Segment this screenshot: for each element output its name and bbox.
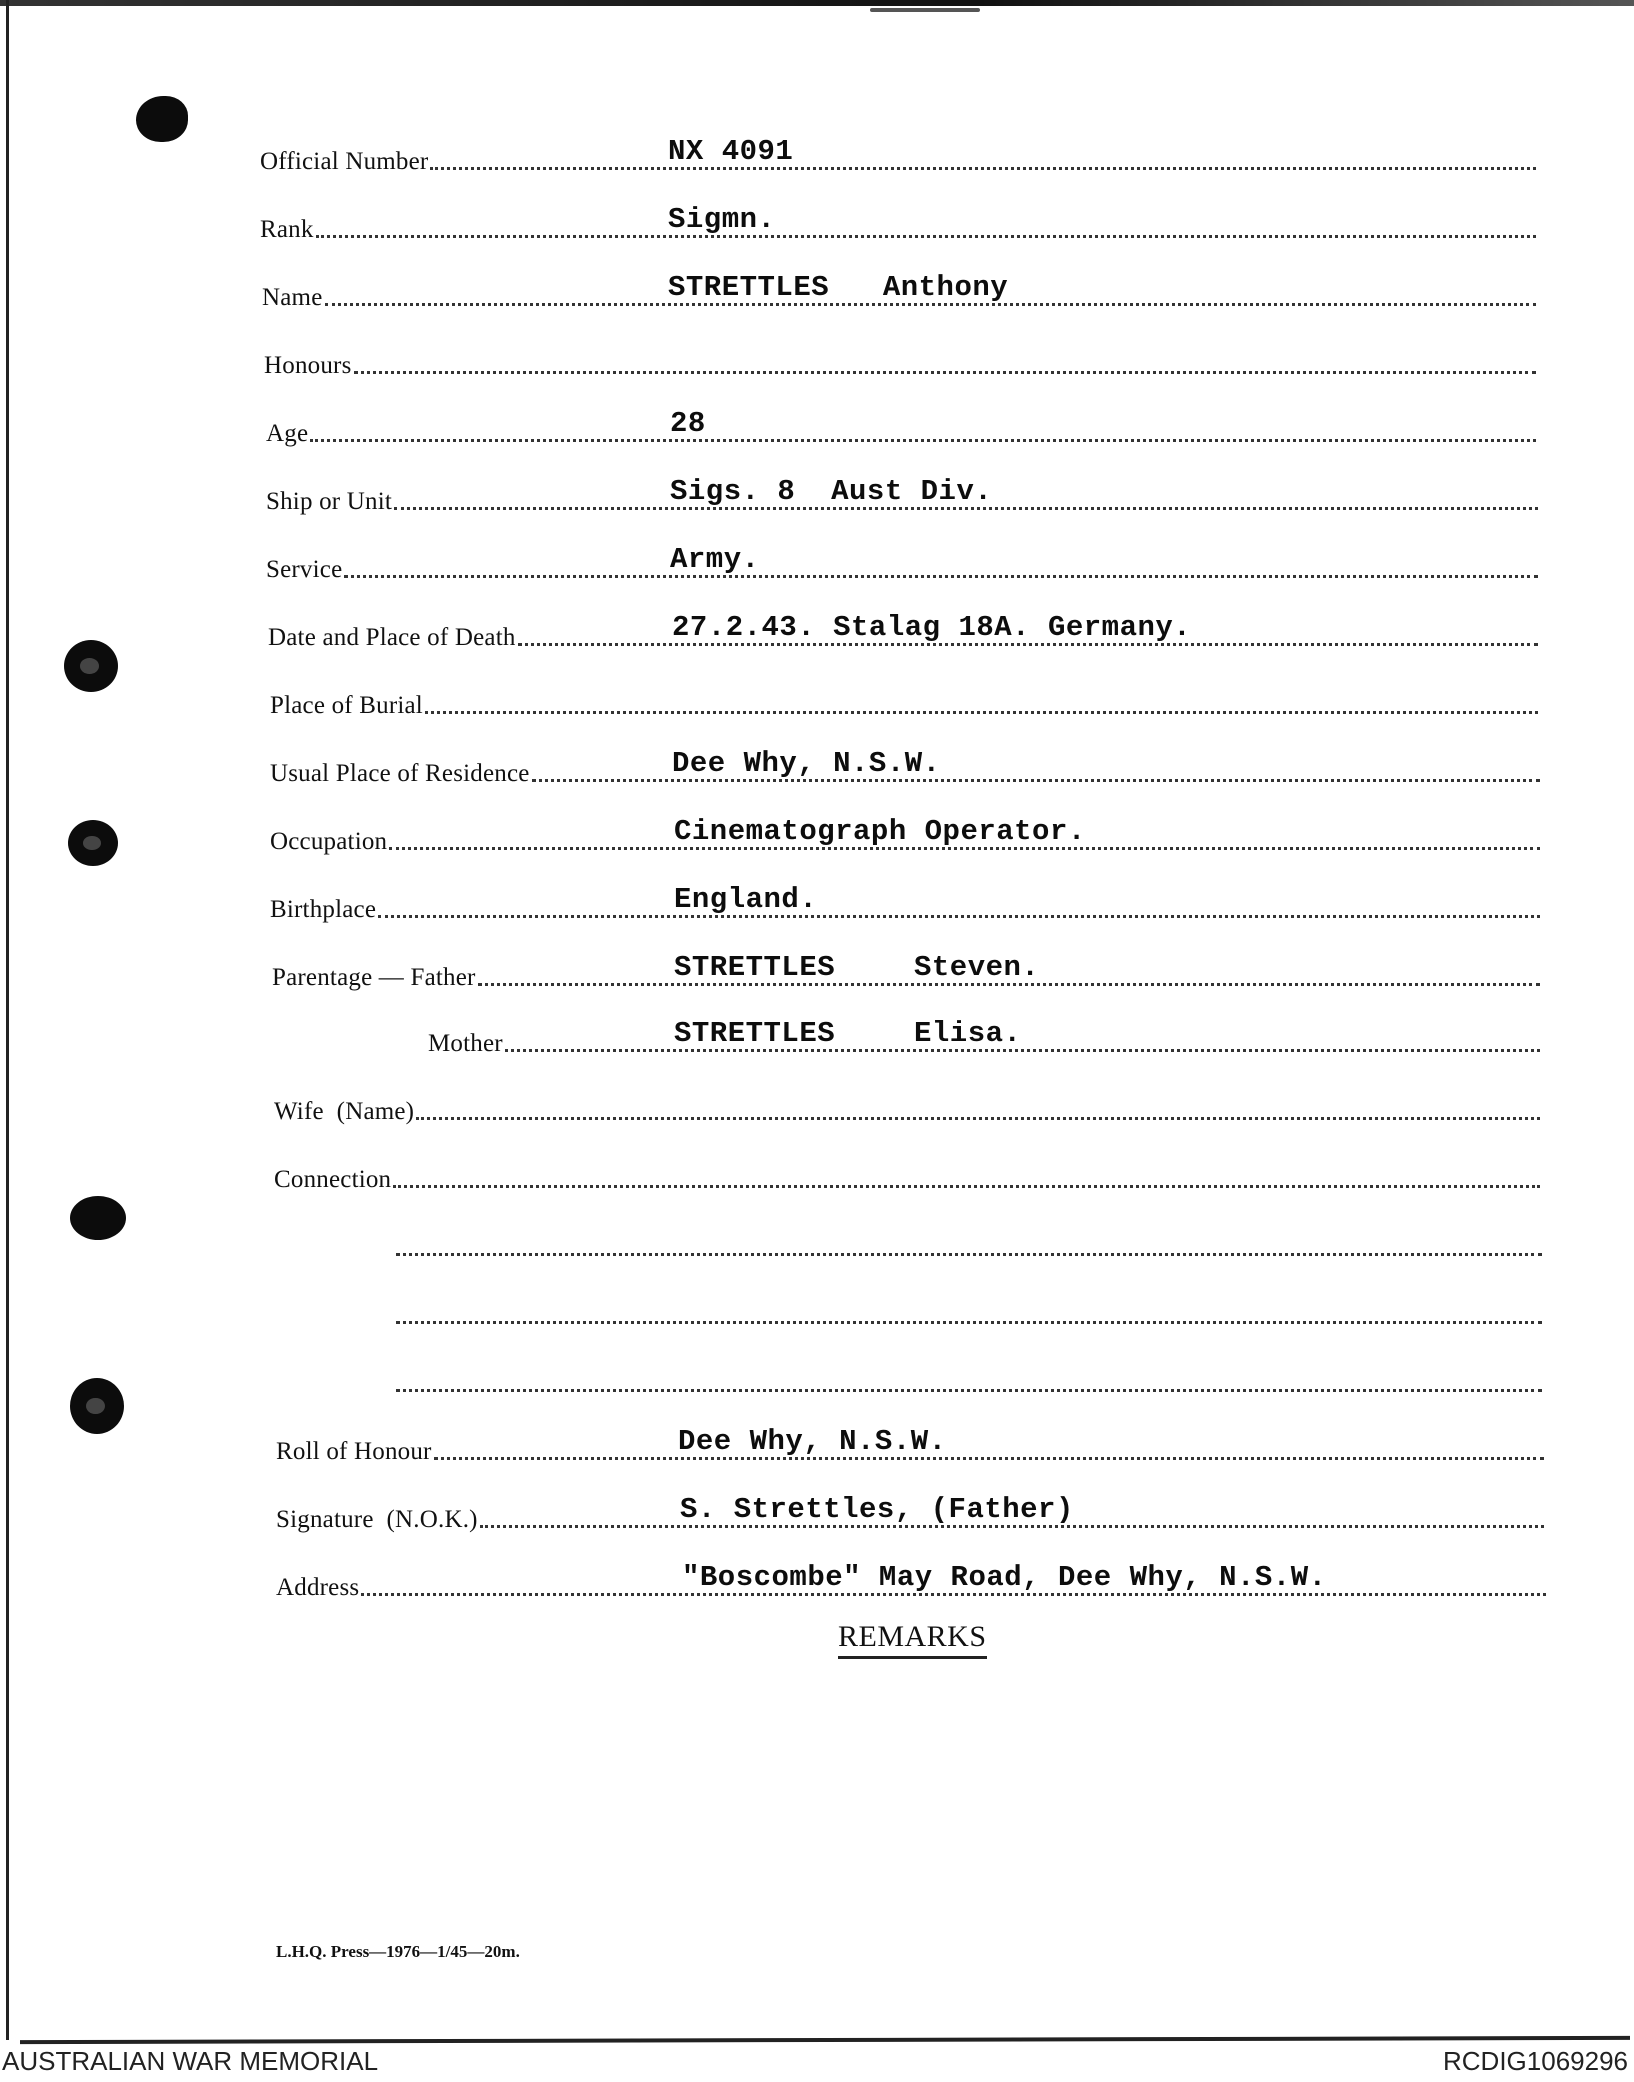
connection-line [396, 1292, 1542, 1332]
label-signature: Signature (N.O.K.) [276, 1506, 478, 1533]
page-edge-left [6, 0, 9, 2040]
field-wife [274, 1088, 1540, 1128]
label-honours: Honours [264, 352, 352, 379]
label-father: Parentage — Father [272, 964, 476, 991]
dotted-line [344, 575, 1538, 578]
label-connection: Connection [274, 1166, 392, 1193]
dotted-line [416, 1117, 1540, 1120]
label-ship-or-unit: Ship or Unit [266, 488, 393, 515]
value-mother-given: Elisa. [914, 1017, 1022, 1050]
field-name [262, 271, 1536, 314]
connection-line [396, 1224, 1542, 1264]
punch-hole [64, 640, 118, 692]
value-age: 28 [670, 407, 706, 440]
field-age [266, 407, 1536, 450]
value-signature: S. Strettles, (Father) [680, 1493, 1074, 1526]
label-mother: Mother [428, 1030, 503, 1057]
value-roll-of-honour: Dee Why, N.S.W. [678, 1425, 947, 1458]
dotted-line [354, 371, 1536, 374]
field-connection [274, 1156, 1540, 1196]
dotted-line [393, 1185, 1540, 1188]
dotted-line [396, 1253, 1542, 1256]
field-birthplace [270, 883, 1540, 926]
value-official-number: NX 4091 [668, 135, 794, 168]
dotted-line [434, 1457, 1544, 1460]
dotted-line [316, 235, 1536, 238]
printer-imprint: L.H.Q. Press—1976—1/45—20m. [276, 1942, 520, 1961]
value-mother-surname: STRETTLES [674, 1017, 836, 1050]
label-usual-residence: Usual Place of Residence [270, 760, 530, 787]
field-usual-residence [270, 747, 1540, 790]
field-date-place-death [268, 611, 1538, 654]
label-address: Address [276, 1574, 360, 1601]
field-signature [276, 1493, 1544, 1536]
remarks-heading: REMARKS [838, 1620, 987, 1659]
field-mother [428, 1017, 1540, 1060]
value-father-surname: STRETTLES [674, 951, 836, 984]
label-place-of-burial: Place of Burial [270, 692, 423, 719]
field-father [272, 951, 1540, 994]
punch-hole [70, 1378, 124, 1434]
archive-credit: AUSTRALIAN WAR MEMORIAL [2, 2046, 379, 2076]
value-name: STRETTLES Anthony [668, 271, 1009, 304]
punch-hole [136, 96, 188, 142]
value-date-place-death: 27.2.43. Stalag 18A. Germany. [672, 611, 1192, 644]
label-occupation: Occupation [270, 828, 388, 855]
connection-line [396, 1360, 1542, 1400]
value-rank: Sigmn. [668, 203, 776, 236]
page-edge-top [0, 0, 1634, 6]
field-rank [260, 203, 1536, 246]
label-official-number: Official Number [260, 148, 429, 175]
label-date-place-death: Date and Place of Death [268, 624, 516, 651]
field-address [276, 1561, 1546, 1604]
scan-mark [870, 8, 980, 12]
value-ship-or-unit: Sigs. 8 Aust Div. [670, 475, 993, 508]
value-usual-residence: Dee Why, N.S.W. [672, 747, 941, 780]
label-service: Service [266, 556, 343, 583]
value-address: "Boscombe" May Road, Dee Why, N.S.W. [682, 1561, 1327, 1594]
field-ship-or-unit [266, 475, 1538, 518]
document-id: RCDIG1069296 [1443, 2046, 1628, 2076]
dotted-line [425, 711, 1538, 714]
dotted-line [396, 1389, 1542, 1392]
dotted-line [396, 1321, 1542, 1324]
dotted-line [310, 439, 1536, 442]
dotted-line [378, 915, 1540, 918]
label-age: Age [266, 420, 309, 447]
label-wife: Wife (Name) [274, 1098, 415, 1125]
label-name: Name [262, 284, 323, 311]
punch-hole [70, 1196, 126, 1240]
value-service: Army. [670, 543, 760, 576]
label-rank: Rank [260, 216, 314, 243]
field-official-number [260, 135, 1536, 178]
field-honours [264, 342, 1536, 382]
dotted-line [505, 1049, 1540, 1052]
field-place-of-burial [270, 682, 1538, 722]
value-father-given: Steven. [914, 951, 1040, 984]
page-edge-bottom [20, 2036, 1630, 2044]
value-occupation: Cinematograph Operator. [674, 815, 1086, 848]
field-service [266, 543, 1538, 586]
field-roll-of-honour [276, 1425, 1544, 1468]
label-birthplace: Birthplace [270, 896, 377, 923]
field-occupation [270, 815, 1540, 858]
dotted-line [430, 167, 1536, 170]
value-birthplace: England. [674, 883, 818, 916]
punch-hole [68, 820, 118, 866]
label-roll-of-honour: Roll of Honour [276, 1438, 432, 1465]
